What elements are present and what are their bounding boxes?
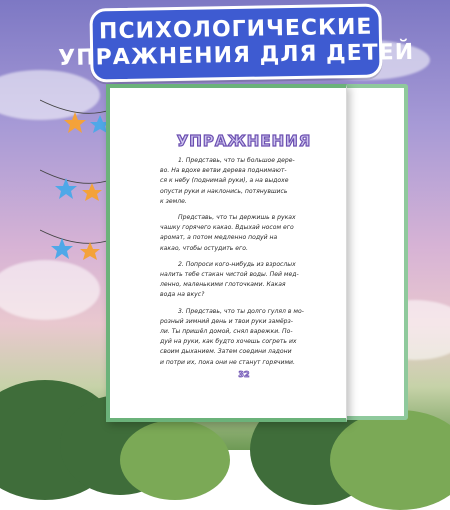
- title-banner: [58, 3, 415, 82]
- orange-star-icon: [82, 183, 102, 201]
- orange-star-icon: [64, 112, 86, 133]
- exercise-paragraph: 1. Представь, что ты большое дере- во. На вдохе ветви дерева поднимают- ся к небу (поднимай руки), а на выдохе опусти руки и наклонись, потянувшись к земле.: [160, 157, 295, 205]
- exercise-paragraph: Представь, что ты держишь в руках чашку горячего какао. Вдыхай носом его аромат, а потом медленно подуй на какао, чтобы остудить его.: [160, 214, 296, 252]
- page-content: [160, 130, 328, 374]
- page-number: 32: [238, 370, 250, 379]
- exercise-paragraph: 3. Представь, что ты долго гулял в мо- розный зимний день и твои руки замёрз- ли. Ты пришёл домой, снял варежки. По- дуй на руки, как будто хочешь согреть их своим дыханием. Затем соедини ладони и потри их, пока они не станут горячими.: [160, 307, 304, 366]
- banner-title-line1: ПСИХОЛОГИЧЕСКИЕ: [98, 14, 373, 45]
- orange-star-icon: [80, 242, 100, 260]
- exercise-paragraph: 2. Попроси кого-нибудь из взрослых налить тебе стакан чистой воды. Пей мед- ленно, маленькими глоточками. Какая вода на вкус?: [160, 260, 299, 299]
- page-heading: УПРАЖНЕНИЯ: [176, 132, 312, 150]
- banner-title-line2: УПРАЖНЕНИЯ ДЛЯ ДЕТЕЙ: [58, 39, 415, 72]
- tree: [120, 420, 230, 500]
- book-page: [106, 84, 347, 422]
- blue-star-icon: [55, 178, 77, 199]
